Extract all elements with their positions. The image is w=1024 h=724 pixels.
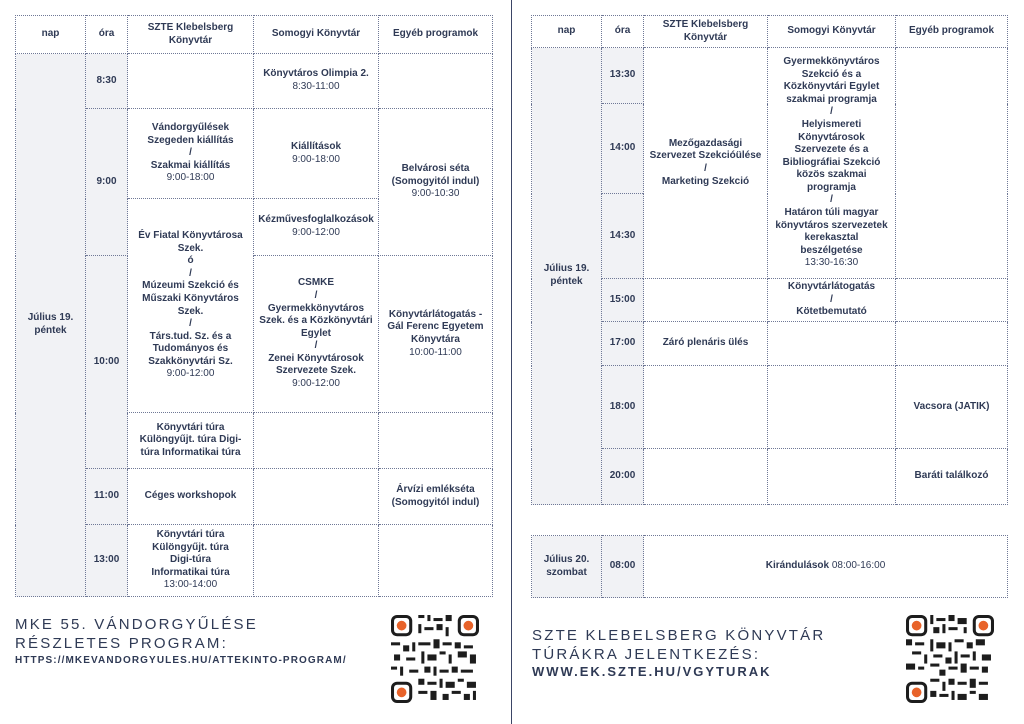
empty-cell [128,54,254,109]
program-cell: Záró plenáris ülés [644,322,768,366]
time-cell: 14:00 [602,104,644,194]
time-cell: 08:00 [602,536,644,598]
program-table-saturday [531,535,1008,598]
page-divider [511,0,512,724]
empty-cell [254,469,379,525]
program-cell: Könyvtárlátogatás / Kötetbemutató [768,279,896,322]
program-cell: Kirándulások 08:00-16:00 [644,536,1008,598]
empty-cell [896,322,1008,366]
qr-code-icon [906,615,994,703]
program-table-left [15,15,493,597]
header-ora: óra [86,16,128,54]
empty-cell [254,413,379,469]
footer-left-title: MKE 55. VÁNDORGYŰLÉSE RÉSZLETES PROGRAM: [15,616,258,652]
empty-cell [768,449,896,505]
time-cell: 11:00 [86,469,128,525]
time-cell: 13:30 [602,48,644,104]
program-cell: Kiállítások 9:00-18:00 [254,109,379,199]
empty-cell [379,525,493,597]
header-egyeb: Egyéb programok [896,16,1008,48]
program-cell: Belvárosi séta (Somogyitól indul) 9:00-10:30 [379,109,493,256]
empty-cell [379,54,493,109]
program-cell: Gyermekkönyvtáros Szekció és a Közkönyvtári Egylet szakmai programja / Helyismereti Könyvtárosok Szervezete és a Bibliográfiai Szekció közös szakmai programja / Határon túli magyar könyvtáros szervezetek kerekasztal beszélgetése 13:30-16:30 [768,48,896,279]
header-nap: nap [16,16,86,54]
header-szte: SZTE Klebelsberg Könyvtár [644,16,768,48]
empty-cell [254,525,379,597]
program-cell: Vacsora (JATIK) [896,366,1008,449]
qr-code-icon [391,615,479,703]
program-cell: Árvízi emlékséta (Somogyitól indul) [379,469,493,525]
program-cell: Céges workshopok [128,469,254,525]
footer-left-url[interactable]: HTTPS://MKEVANDORGYULES.HU/ATTEKINTO-PROGRAM/ [15,655,347,666]
program-cell: Könyvtári túra Különgyűjt. túra Digi-túra Informatikai túra 13:00-14:00 [128,525,254,597]
empty-cell [896,279,1008,322]
empty-cell [768,366,896,449]
empty-cell [379,413,493,469]
program-cell: Kézművesfoglalkozások 9:00-12:00 [254,199,379,256]
time-cell: 15:00 [602,279,644,322]
empty-cell [644,366,768,449]
empty-cell [644,449,768,505]
time-cell: 20:00 [602,449,644,505]
header-row [16,16,493,54]
program-cell: Könyvtári túra Különgyűjt. túra Digi- túra Informatikai túra [128,413,254,469]
time-cell: 17:00 [602,322,644,366]
empty-cell [896,48,1008,279]
time-cell: 8:30 [86,54,128,109]
day-cell: Július 19. péntek [16,54,86,597]
footer-right-title: SZTE KLEBELSBERG KÖNYVTÁR TÚRÁKRA JELENTKEZÉS: [532,627,826,663]
program-table-right [531,15,1008,505]
program-cell: Baráti találkozó [896,449,1008,505]
program-cell: Vándorgyűlések Szegeden kiállítás / Szakmai kiállítás 9:00-18:00 [128,109,254,199]
program-cell: Könyvtárlátogatás - Gál Ferenc Egyetem Könyvtára 10:00-11:00 [379,256,493,413]
time-cell: 9:00 [86,109,128,256]
time-cell: 14:30 [602,194,644,279]
program-cell: Mezőgazdasági Szervezet Szekcióülése / Marketing Szekció [644,48,768,279]
program-cell: Év Fiatal Könyvtárosa Szek. ó / Múzeumi Szekció és Műszaki Könyvtáros Szek. / Társ.tud. Sz. és a Tudományos és Szakkönyvtári Sz. 9:00-12:00 [128,199,254,413]
header-somogyi: Somogyi Könyvtár [768,16,896,48]
empty-cell [644,279,768,322]
header-row [532,16,1008,48]
program-cell: CSMKE / Gyermekkönyvtáros Szek. és a Közkönyvtári Egylet / Zenei Könyvtárosok Szervezete Szek. 9:00-12:00 [254,256,379,413]
day-cell: Július 20. szombat [532,536,602,598]
footer-right-url[interactable]: WWW.EK.SZTE.HU/VGYTURAK [532,664,772,679]
empty-cell [768,322,896,366]
day-cell: Július 19. péntek [532,48,602,505]
header-nap: nap [532,16,602,48]
header-egyeb: Egyéb programok [379,16,493,54]
header-ora: óra [602,16,644,48]
time-cell: 10:00 [86,256,128,469]
header-szte: SZTE Klebelsberg Könyvtár [128,16,254,54]
program-cell: Könyvtáros Olimpia 2. 8:30-11:00 [254,54,379,109]
time-cell: 18:00 [602,366,644,449]
time-cell: 13:00 [86,525,128,597]
header-somogyi: Somogyi Könyvtár [254,16,379,54]
